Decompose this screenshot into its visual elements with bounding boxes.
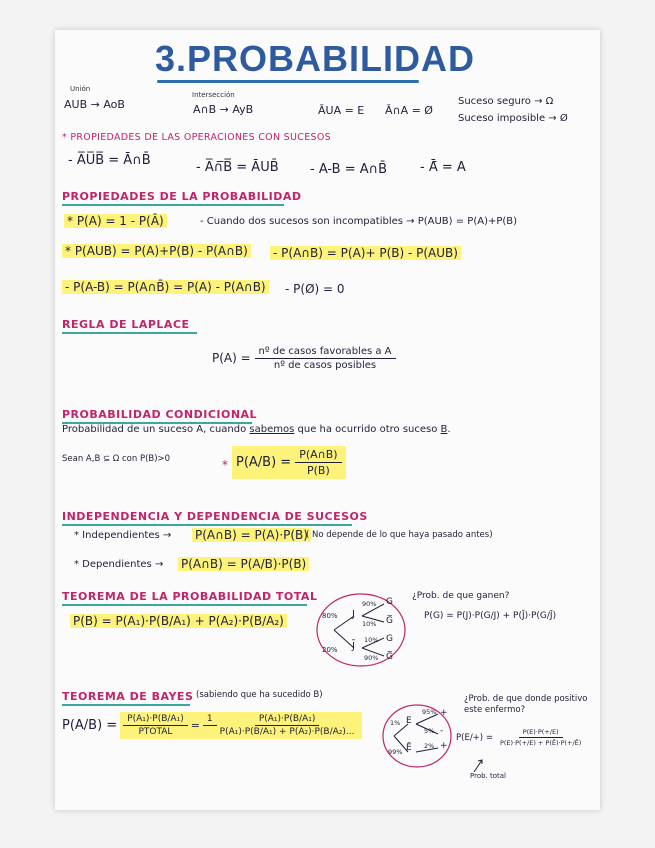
total-question: ¿Prob. de que ganen? [412,591,510,601]
laplace-heading: REGLA DE LAPLACE [62,318,190,331]
title-underline [157,80,419,83]
complement-union: ĀUA = E [318,104,365,117]
bayes-tree-n2: Ē [406,743,412,753]
laplace-formula [212,346,396,371]
conditional-formula: P(A/B) = $\frac{P(A\cap B)}{P(B)}$ [232,446,346,479]
bayes-answer-den: P(E)·P(+/E) + P(Ē)·P(+/Ē) [499,739,582,747]
complement-intersection: Ā∩A = Ø [385,104,433,117]
bayes-answer-num: P(E)·P(+/E) [519,728,563,738]
prob-property-3: - P(A∩B) = P(A)+ P(B) - P(AUB) [270,246,461,260]
prob-property-5: - P(Ø) = 0 [285,282,345,296]
conditional-assumption: Sean A,B ⊆ Ω con P(B)>0 [62,454,171,464]
tree-total-g4: 10% [362,620,377,628]
prob-properties-underline [62,204,284,206]
bayes-heading: TEOREMA DE BAYES [62,690,194,703]
bayes-answer-lhs: P(E/+) = [456,732,493,743]
page-title: 3.PROBABILIDAD [155,38,476,79]
laplace-underline [62,332,197,334]
union-formula: AUB → AoB [64,98,125,111]
total-prob-underline [62,604,307,606]
independent-label: * Independientes → [74,530,172,541]
bayes-tree-e: 2% [424,742,435,750]
dependent-formula: P(A∩B) = P(A/B)·P(B) [178,557,309,571]
tree-total-n1: J [352,609,355,620]
independent-note: ( No depende de lo que haya pasado antes) [306,530,493,540]
prob-total-label: Prob. total [470,772,507,780]
bayes-f1-num: P(A₁)·P(B/A₁) [123,714,188,726]
total-prob-heading: TEOREMA DE LA PROBABILIDAD TOTAL [62,590,318,603]
intersection-formula: A∩B → AyB [193,103,254,116]
tree-total-g1: 90% [362,600,377,608]
bayes-answer [456,728,585,747]
conditional-description: Probabilidad de un suceso A, cuando sabemos que ha ocurrido otro suceso B. [62,424,451,435]
bayes-f2-num: P(A₁)·P(B/A₁) [255,714,320,726]
ops-property-2: - A̅∩̅B̅ = ĀUB̄ [196,160,279,175]
intersection-label: Intersección [192,91,235,99]
bayes-tree-d: - [440,726,444,736]
prob-property-1-note: - Cuando dos sucesos son incompatibles → P(AUB) = P(A)+P(B) [200,216,518,227]
bayes-tree-p1: 1% [390,719,401,727]
bayes-underline [62,704,190,706]
ops-property-4: - Ā̄ = A [420,160,466,175]
impossible-event: Suceso imposible → Ø [458,113,568,124]
conditional-star: * [222,458,228,472]
bayes-f2-pre: 1 [203,714,217,726]
tree-total-n2: J̄ [352,641,355,652]
independence-heading: INDEPENDENCIA Y DEPENDENCIA DE SUCESOS [62,510,368,523]
tree-total-g3: G̅ [386,616,393,626]
dependent-label: * Dependientes → [74,559,164,570]
total-answer: P(G) = P(J)·P(G/J) + P(J̄)·P(G/J̄) [424,611,557,621]
independent-formula: P(A∩B) = P(A)·P(B) [192,528,311,542]
sure-event: Suceso seguro → Ω [458,96,554,107]
prob-property-2: * P(AUB) = P(A)+P(B) - P(A∩B) [62,244,251,258]
tree-total-g7: 10% [364,636,379,644]
union-label: Unión [70,85,91,93]
bayes-f1-den: PTOTAL [138,727,173,737]
ops-property-3: - A-B = A∩B̄ [310,162,388,177]
laplace-numerator: nº de casos favorables a A [255,346,396,359]
bayes-question: ¿Prob. de que donde positivo este enfermo? [464,694,588,716]
bayes-tree-n1: E [406,716,412,726]
tree-total-g5: G [386,634,393,644]
ops-properties-heading: * PROPIEDADES DE LAS OPERACIONES CON SUCESOS [62,132,331,143]
ops-property-1: - A̅U̅B̅ = Ā∩B̄ [68,153,151,168]
laplace-lhs: P(A) = [212,351,251,365]
bayes-f2-den: P(A₁)·P(B/A₁) + P(A₂)·P(B/A₂)... [219,727,355,737]
prob-property-1: * P(A) = 1 - P(Ā) [64,214,167,228]
bayes-tree-p2: 99% [388,748,403,756]
independence-underline [62,524,352,526]
bayes-tree-c: 5% [424,727,435,735]
laplace-denominator: nº de casos posibles [273,360,377,371]
tree-total-g6: G̅ [386,652,393,662]
prob-property-4: - P(A-B) = P(A∩B̄) = P(A) - P(A∩B) [62,280,269,294]
conditional-heading: PROBABILIDAD CONDICIONAL [62,408,258,421]
bayes-formula: P(A/B) = $\frac{\text{P(A₁)·P(B/A₁)}}{\text{PTOTAL}}$ = 1 $\frac{\text{P(A₁)·P(B/A₁)}}{\text{P(A₁)·P(B/A₁) + P(A₂)·P(B/A₂)...}}$ [62,712,362,739]
tree-total-p1: 80% [322,612,338,620]
prob-properties-heading: PROPIEDADES DE LA PROBABILIDAD [62,190,302,203]
bayes-note: (sabiendo que ha sucedido B) [196,690,323,700]
tree-total-p2: 20% [322,646,338,654]
bayes-tree-a: 95% [422,708,437,716]
bayes-lhs: P(A/B) = [62,718,118,733]
bayes-tree-b: + [440,708,448,718]
total-prob-formula: P(B) = P(A₁)·P(B/A₁) + P(A₂)·P(B/A₂) [70,614,287,628]
tree-total-g2: G [386,597,393,607]
bayes-tree-f: + [440,741,448,751]
tree-total-g8: 90% [364,654,379,662]
